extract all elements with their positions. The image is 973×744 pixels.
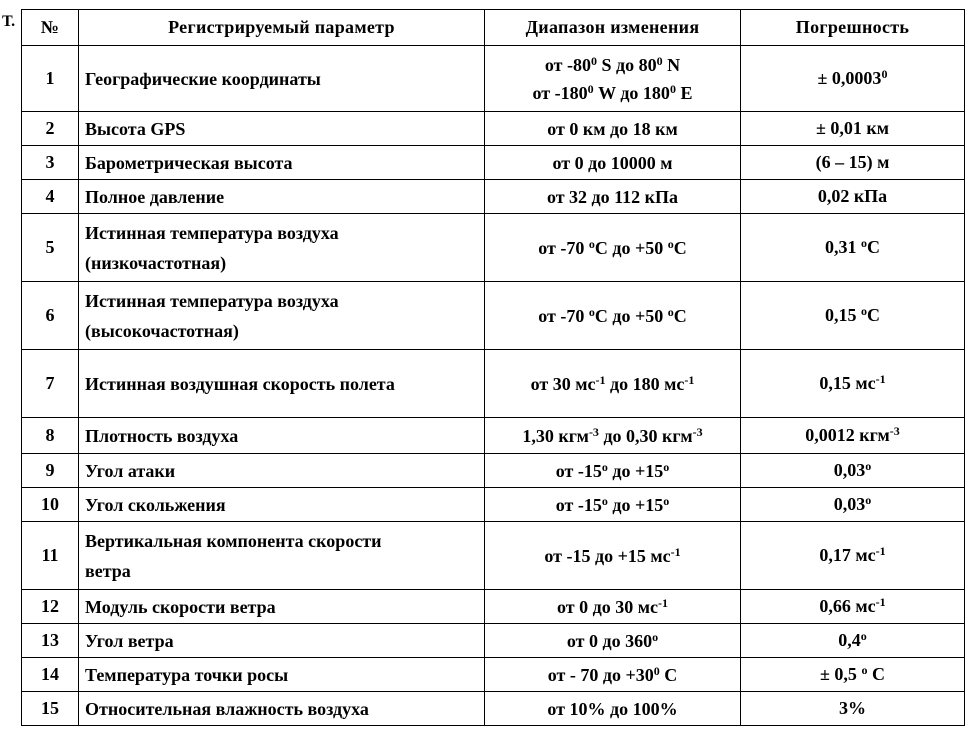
- parameters-table: [21, 9, 965, 726]
- range-text: S до 80: [596, 54, 657, 75]
- error-superscript: -1: [875, 372, 886, 386]
- parameter-name: [79, 658, 485, 692]
- parameter-name-line: Истинная температура воздуха: [85, 290, 339, 311]
- parameter-name-line: Угол атаки: [85, 460, 176, 481]
- parameter-name-line: Температура точки росы: [85, 664, 289, 685]
- range-text: E: [675, 82, 693, 103]
- header-number: №: [22, 10, 79, 46]
- error-text: 0,0012 кгм: [805, 425, 890, 445]
- parameter-name: [79, 488, 485, 522]
- error-superscript: o: [860, 629, 867, 643]
- range-superscript: -1: [595, 372, 606, 387]
- parameter-name-line: Барометрическая высота: [85, 152, 293, 173]
- range-superscript: o: [667, 304, 674, 319]
- range-cell: [485, 624, 741, 658]
- range-superscript: -1: [670, 544, 681, 559]
- range-cell: [485, 46, 741, 112]
- parameter-name-line: Вертикальная компонента скорости: [85, 530, 382, 551]
- table-header-row: [22, 10, 965, 46]
- error-cell: [741, 146, 965, 180]
- range-line: [491, 422, 734, 450]
- error-cell: [741, 454, 965, 488]
- row-number: 5: [22, 214, 79, 282]
- table-row: [22, 624, 965, 658]
- error-text: 0,17 мс: [819, 545, 876, 565]
- range-superscript: o: [588, 304, 595, 319]
- row-number: 12: [22, 590, 79, 624]
- row-number: 1: [22, 46, 79, 112]
- range-line: [491, 542, 734, 570]
- error-text: ± 0,01 км: [815, 118, 889, 138]
- range-cell: [485, 522, 741, 590]
- row-number: 8: [22, 418, 79, 454]
- error-text: 0,66 мс: [819, 596, 876, 616]
- range-line: [491, 302, 734, 330]
- error-text: C: [867, 664, 885, 684]
- range-line: [491, 627, 734, 655]
- range-cell: [485, 454, 741, 488]
- range-cell: [485, 112, 741, 146]
- table-row: [22, 590, 965, 624]
- parameter-name: [79, 522, 485, 590]
- range-superscript: 0: [590, 53, 597, 68]
- row-number: 7: [22, 350, 79, 418]
- range-cell: [485, 282, 741, 350]
- parameter-name: [79, 112, 485, 146]
- range-cell: [485, 658, 741, 692]
- error-superscript: -1: [875, 544, 886, 558]
- table-row: [22, 454, 965, 488]
- table-row: [22, 180, 965, 214]
- error-text: 0,15: [825, 305, 861, 325]
- range-superscript: o: [601, 459, 608, 474]
- range-superscript: -1: [684, 372, 695, 387]
- error-text: 3%: [839, 698, 866, 718]
- row-number: 15: [22, 692, 79, 726]
- range-text: от -180: [532, 82, 588, 103]
- parameter-name: [79, 282, 485, 350]
- range-line: [491, 661, 734, 689]
- error-text: 0,15 мс: [819, 373, 876, 393]
- error-cell: [741, 590, 965, 624]
- error-text: (6 – 15) м: [815, 152, 890, 172]
- range-superscript: o: [601, 493, 608, 508]
- range-text: от -80: [544, 54, 591, 75]
- range-superscript: o: [667, 236, 674, 251]
- error-text: 0,03: [833, 460, 866, 480]
- range-superscript: o: [652, 629, 659, 644]
- parameter-name: [79, 692, 485, 726]
- error-cell: [741, 282, 965, 350]
- parameter-name-line: Истинная температура воздуха: [85, 222, 339, 243]
- range-text: до +15: [607, 494, 664, 515]
- parameter-name: [79, 46, 485, 112]
- range-text: до +15: [607, 460, 664, 481]
- range-line: [491, 491, 734, 519]
- range-line: [491, 149, 734, 177]
- range-superscript: -1: [657, 595, 668, 610]
- range-line: [491, 51, 734, 79]
- range-superscript: 0: [656, 53, 663, 68]
- table-row: [22, 522, 965, 590]
- parameter-name: [79, 146, 485, 180]
- parameter-name-line: Относительная влажность воздуха: [85, 698, 369, 719]
- range-line: [491, 79, 734, 107]
- error-cell: [741, 180, 965, 214]
- error-superscript: o: [861, 236, 867, 250]
- parameter-name: [79, 418, 485, 454]
- range-cell: [485, 488, 741, 522]
- error-superscript: o: [861, 663, 868, 677]
- parameter-name: [79, 624, 485, 658]
- range-text: 1,30 кгм: [522, 425, 589, 446]
- error-text: 0,03: [833, 494, 866, 514]
- row-number: 6: [22, 282, 79, 350]
- parameter-name: [79, 180, 485, 214]
- range-line: [491, 695, 734, 723]
- error-cell: [741, 418, 965, 454]
- table-row: [22, 112, 965, 146]
- range-text: от -15 до +15 мс: [544, 545, 671, 566]
- range-cell: [485, 180, 741, 214]
- range-text: от 0 до 360: [566, 630, 653, 651]
- range-text: C: [659, 664, 678, 685]
- parameter-name: [79, 214, 485, 282]
- range-superscript: o: [588, 236, 595, 251]
- error-cell: [741, 350, 965, 418]
- range-text: W до 180: [593, 82, 670, 103]
- row-number: 11: [22, 522, 79, 590]
- row-number: 3: [22, 146, 79, 180]
- range-text: C до +50: [594, 237, 668, 258]
- parameter-name-line: (высокочастотная): [85, 320, 239, 341]
- parameter-name: [79, 350, 485, 418]
- range-text: до 0,30 кгм: [598, 425, 693, 446]
- error-superscript: 0: [881, 67, 888, 81]
- range-line: [491, 234, 734, 262]
- table-row: [22, 46, 965, 112]
- range-cell: [485, 146, 741, 180]
- error-cell: [741, 112, 965, 146]
- header-error: Погрешность: [741, 10, 965, 46]
- parameter-name-line: Угол скольжения: [85, 494, 226, 515]
- range-cell: [485, 214, 741, 282]
- error-cell: [741, 214, 965, 282]
- parameter-name-line: Высота GPS: [85, 118, 186, 139]
- error-cell: [741, 658, 965, 692]
- range-text: C: [673, 237, 687, 258]
- table-row: [22, 146, 965, 180]
- range-text: N: [662, 54, 681, 75]
- error-superscript: o: [865, 459, 872, 473]
- error-superscript: -3: [889, 424, 900, 438]
- margin-marker: Т.: [2, 13, 16, 30]
- parameter-name-line: Истинная воздушная скорость полета: [85, 373, 395, 394]
- table-row: [22, 692, 965, 726]
- parameter-name: [79, 590, 485, 624]
- range-text: от -15: [555, 494, 602, 515]
- range-text: от -15: [555, 460, 602, 481]
- row-number: 10: [22, 488, 79, 522]
- row-number: 13: [22, 624, 79, 658]
- table-row: [22, 488, 965, 522]
- row-number: 14: [22, 658, 79, 692]
- table-row: [22, 418, 965, 454]
- range-text: от 32 до 112 кПа: [546, 186, 679, 207]
- range-cell: [485, 692, 741, 726]
- parameter-name-line: (низкочастотная): [85, 252, 227, 273]
- parameter-name-line: Географические координаты: [85, 68, 321, 89]
- range-cell: [485, 350, 741, 418]
- range-superscript: o: [663, 459, 670, 474]
- table-row: [22, 282, 965, 350]
- range-superscript: 0: [653, 663, 660, 678]
- range-line: [491, 183, 734, 211]
- range-text: C до +50: [594, 305, 668, 326]
- parameter-name-line: Плотность воздуха: [85, 425, 239, 446]
- range-line: [491, 115, 734, 143]
- error-superscript: o: [865, 493, 872, 507]
- range-superscript: 0: [587, 81, 594, 96]
- range-superscript: -3: [692, 424, 703, 439]
- error-cell: [741, 624, 965, 658]
- parameter-name-line: Полное давление: [85, 186, 225, 207]
- table-row: [22, 658, 965, 692]
- range-line: [491, 593, 734, 621]
- range-text: от 30 мс: [530, 373, 596, 394]
- range-superscript: o: [663, 493, 670, 508]
- range-text: от -70: [538, 305, 589, 326]
- range-text: от 0 до 30 мс: [557, 596, 658, 617]
- error-text: C: [867, 237, 880, 257]
- range-cell: [485, 590, 741, 624]
- error-text: ± 0,5: [820, 664, 862, 684]
- range-text: C: [673, 305, 687, 326]
- row-number: 9: [22, 454, 79, 488]
- error-cell: [741, 692, 965, 726]
- range-line: [491, 370, 734, 398]
- parameter-name: [79, 454, 485, 488]
- error-text: C: [867, 305, 880, 325]
- range-text: от 10% до 100%: [547, 698, 678, 719]
- error-cell: [741, 522, 965, 590]
- parameter-name-line: ветра: [85, 560, 131, 581]
- header-range: Диапазон изменения: [485, 10, 741, 46]
- parameter-name-line: Модуль скорости ветра: [85, 596, 276, 617]
- error-text: 0,31: [825, 237, 861, 257]
- header-parameter: Регистрируемый параметр: [79, 10, 485, 46]
- range-text: от 0 км до 18 км: [547, 118, 678, 139]
- table-row: [22, 214, 965, 282]
- parameter-name-line: Угол ветра: [85, 630, 174, 651]
- error-cell: [741, 488, 965, 522]
- error-superscript: o: [861, 304, 867, 318]
- error-superscript: -1: [875, 595, 886, 609]
- error-text: 0,4: [838, 630, 861, 650]
- range-text: от - 70 до +30: [547, 664, 654, 685]
- error-text: 0,02 кПа: [817, 186, 888, 206]
- error-text: ± 0,0003: [817, 68, 882, 88]
- range-cell: [485, 418, 741, 454]
- row-number: 2: [22, 112, 79, 146]
- range-text: до 180 мс: [605, 373, 685, 394]
- table-body: [22, 46, 965, 726]
- range-text: от -70: [538, 237, 589, 258]
- row-number: 4: [22, 180, 79, 214]
- error-cell: [741, 46, 965, 112]
- range-superscript: 0: [669, 81, 676, 96]
- range-text: от 0 до 10000 м: [552, 152, 673, 173]
- range-superscript: -3: [588, 424, 599, 439]
- range-line: [491, 457, 734, 485]
- table-row: [22, 350, 965, 418]
